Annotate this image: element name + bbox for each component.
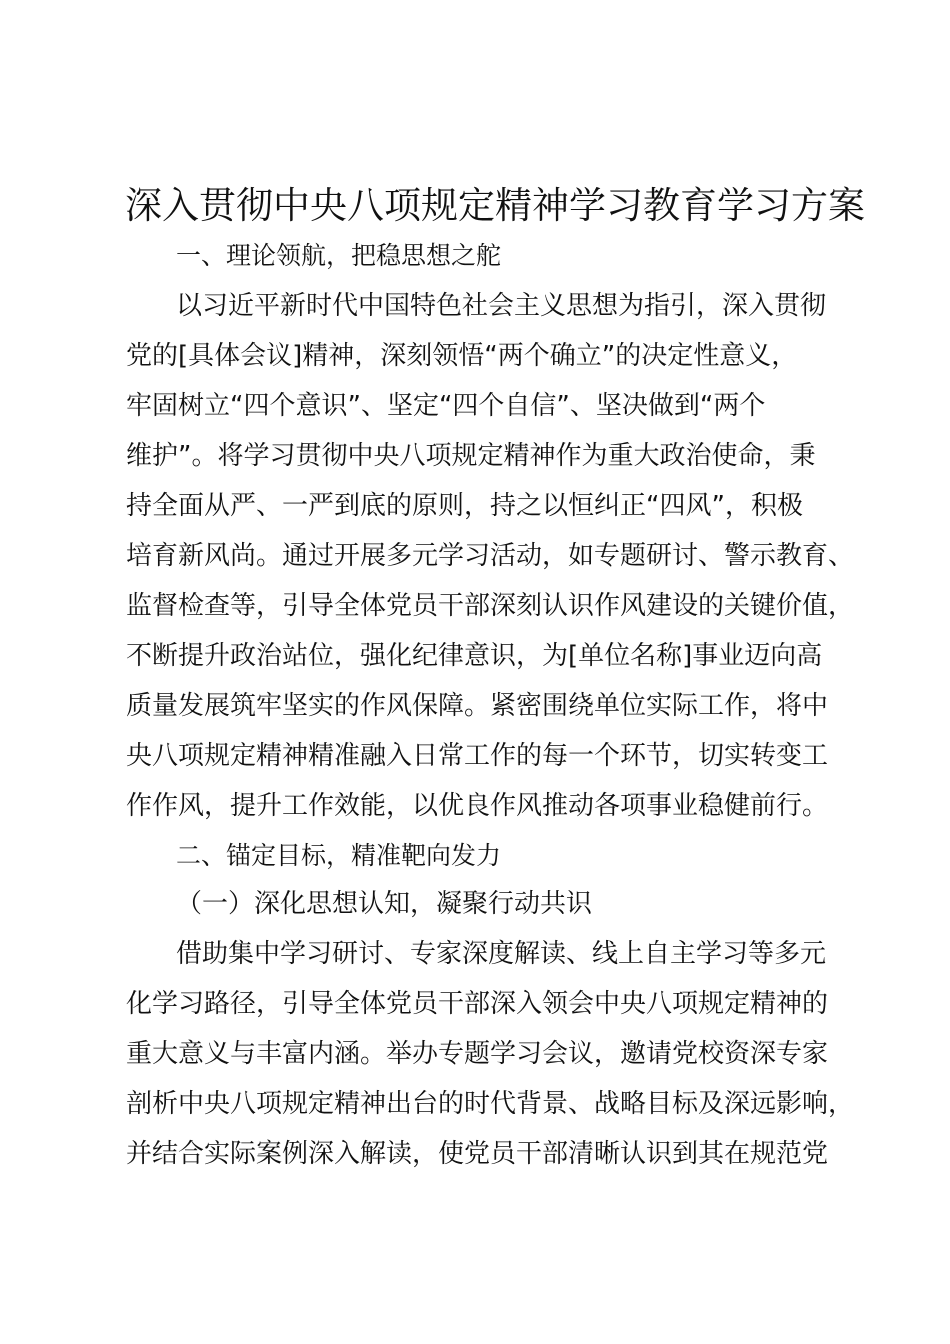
paragraph-line: 并结合实际案例深入解读，使党员干部清晰认识到其在规范党 <box>126 1139 829 1169</box>
paragraph-line: 维护”。将学习贯彻中央八项规定精神作为重大政治使命，秉 <box>126 441 816 471</box>
document-title: 深入贯彻中央八项规定精神学习教育学习方案 <box>125 184 865 227</box>
paragraph-line: 培育新风尚。通过开展多元学习活动，如专题研讨、警示教育、 <box>126 541 855 571</box>
paragraph-line: 监督检查等，引导全体党员干部深刻认识作风建设的关键价值， <box>126 591 855 621</box>
paragraph-line: 不断提升政治站位，强化纪律意识，为[单位名称]事业迈向高 <box>126 641 823 671</box>
paragraph-line: 化学习路径，引导全体党员干部深入领会中央八项规定精神的 <box>126 989 829 1019</box>
paragraph-line: 持全面从严、一严到底的原则，持之以恒纠正“四风”，积极 <box>126 491 803 521</box>
paragraph-line: 重大意义与丰富内涵。举办专题学习会议，邀请党校资深专家 <box>126 1039 829 1069</box>
section-1-heading: 一、理论领航，把稳思想之舵 <box>176 241 502 270</box>
paragraph-line: 质量发展筑牢坚实的作风保障。紧密围绕单位实际工作，将中 <box>126 691 829 721</box>
section-2-heading: 二、锚定目标，精准靶向发力 <box>176 841 502 870</box>
paragraph-line: 牢固树立“四个意识”、坚定“四个自信”、坚决做到“两个 <box>126 391 766 421</box>
paragraph-line: 借助集中学习研讨、专家深度解读、线上自主学习等多元 <box>176 939 827 969</box>
section-2-subheading: （一）深化思想认知，凝聚行动共识 <box>176 889 593 919</box>
paragraph-line: 央八项规定精神精准融入日常工作的每一个环节，切实转变工 <box>126 741 829 771</box>
paragraph-line: 剖析中央八项规定精神出台的时代背景、战略目标及深远影响， <box>126 1089 855 1119</box>
paragraph-line: 以习近平新时代中国特色社会主义思想为指引，深入贯彻 <box>176 291 827 321</box>
paragraph-line: 党的[具体会议]精神，深刻领悟“两个确立”的决定性意义， <box>126 341 798 371</box>
paragraph-line: 作作风，提升工作效能，以优良作风推动各项事业稳健前行。 <box>126 791 829 821</box>
